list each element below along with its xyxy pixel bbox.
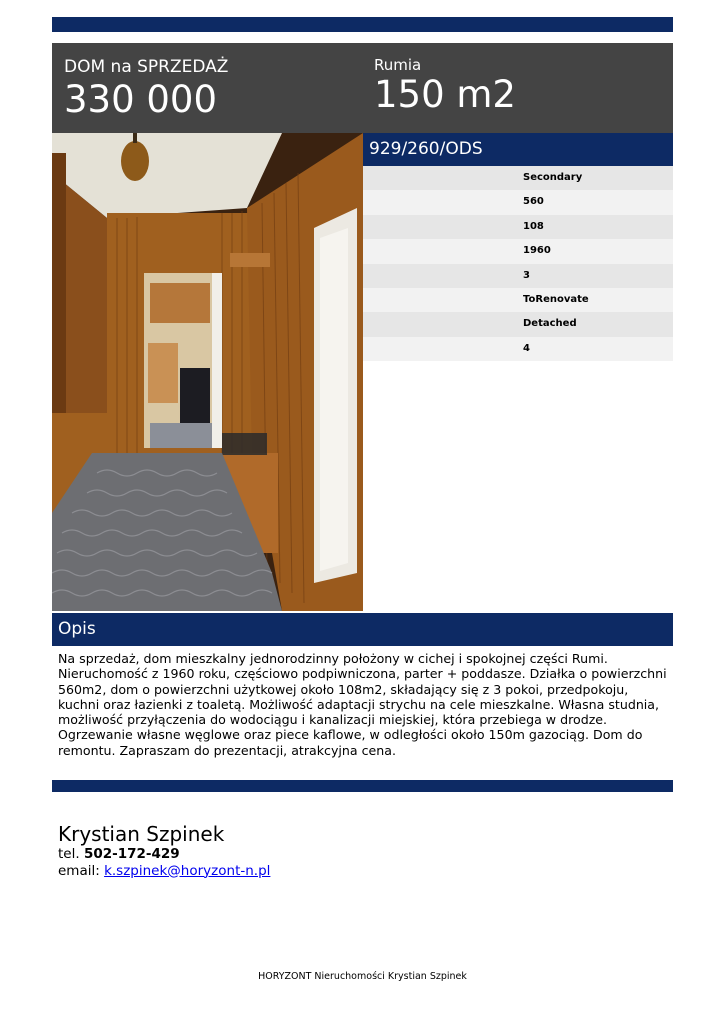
top-accent-bar <box>52 17 673 32</box>
detail-row: ToRenovate <box>363 288 673 312</box>
detail-row: 108 <box>363 215 673 239</box>
detail-row: Secondary <box>363 166 673 190</box>
listing-header <box>52 43 673 133</box>
phone-label: tel. <box>58 846 80 862</box>
agent-contact <box>58 822 270 879</box>
email-label: email: <box>58 862 100 879</box>
agent-phone-line <box>58 846 270 863</box>
listing-area: 150 m2 <box>374 73 516 116</box>
agent-phone: 502-172-429 <box>83 846 180 862</box>
footer-company: HORYZONT Nieruchomości Krystian Szpinek <box>258 971 467 982</box>
detail-row: 3 <box>363 264 673 288</box>
detail-row: Detached <box>363 312 673 336</box>
listing-price: 330 000 <box>64 78 218 121</box>
details-table <box>363 166 673 361</box>
detail-row: 1960 <box>363 239 673 263</box>
detail-row: 4 <box>363 337 673 361</box>
listing-reference: 929/260/ODS <box>363 133 673 166</box>
agent-email-line <box>58 863 270 880</box>
description-heading: Opis <box>52 613 673 646</box>
property-photo <box>52 133 363 611</box>
description-text: Na sprzedaż, dom mieszkalny jednorodzinny położony w cichej i spokojnej części Rumi. Nieruchomość z 1960 roku, częściowo podpiwniczona, parter + poddasze. Działka o powierzchni 560m2, dom o powierzchni użytkowej około 108m2, składający się z 3 pokoi, przedpokoju, kuchni oraz łazienki z toaletą. Możliwość adaptacji strychu na cele mieszkalne. Własna studnia, możliwość przyłączenia do wodociągu i kanalizacji miejskiej, która przebiega w drodze. Ogrzewanie własne węglowe oraz piece kaflowe, w odległości około 150m gazociąg. Dom do remontu. Zapraszam do prezentacji, atrakcyjna cena. <box>58 651 667 758</box>
agent-name: Krystian Szpinek <box>58 822 225 846</box>
agent-email-link[interactable]: k.szpinek@horyzont-n.pl <box>104 862 271 879</box>
detail-row: 560 <box>363 190 673 214</box>
listing-city: Rumia <box>374 56 422 74</box>
listing-type-label: DOM na SPRZEDAŻ <box>64 57 229 77</box>
bottom-accent-bar <box>52 780 673 792</box>
